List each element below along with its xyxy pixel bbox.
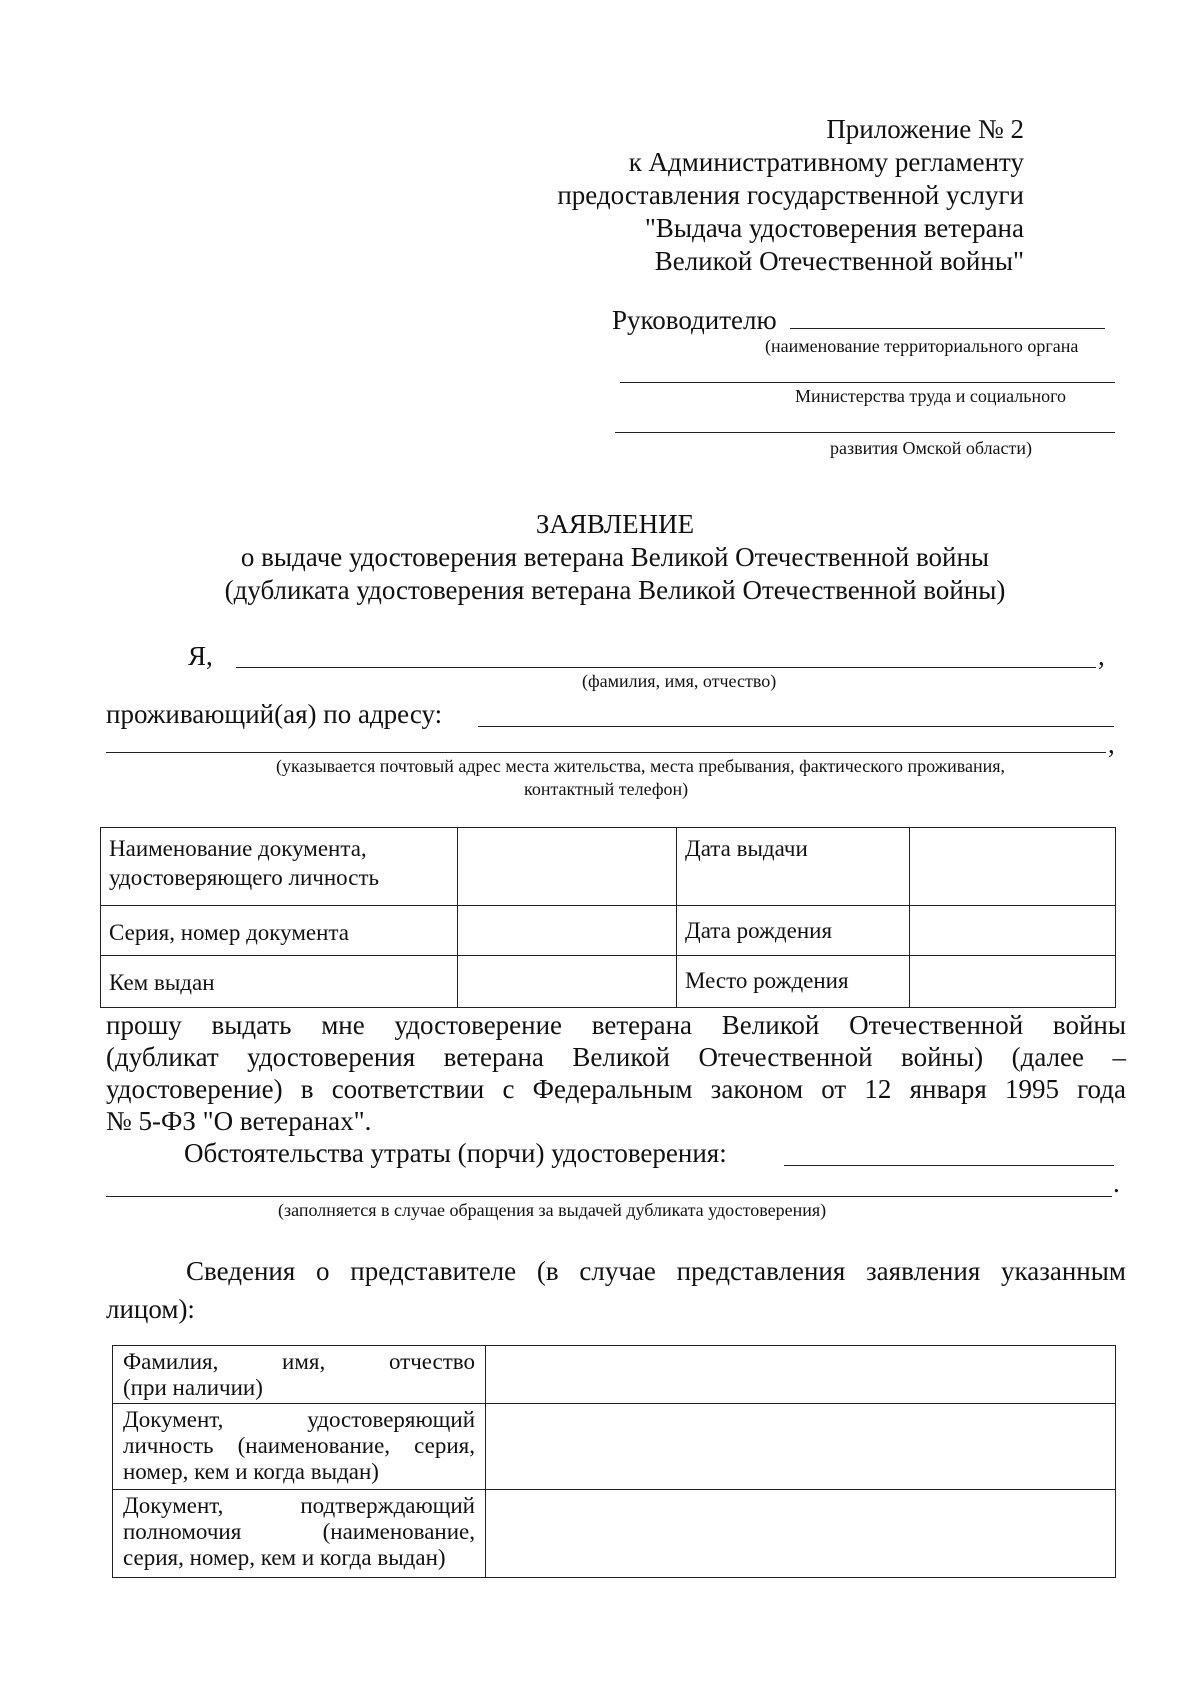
issue-date-value[interactable]	[910, 828, 1116, 906]
rep-authority-doc-line2: полномочия (наименование,	[123, 1519, 475, 1544]
document-title: ЗАЯВЛЕНИЕ	[535, 509, 695, 539]
rep-name-label	[113, 1346, 486, 1404]
request-line-1: прошу выдать мне удостоверение ветерана Великой Отечественной войны	[106, 1010, 1126, 1040]
addressee-field-3[interactable]	[615, 410, 1115, 433]
rep-id-doc-line2: личность (наименование, серия,	[123, 1433, 475, 1458]
rep-id-doc-label	[113, 1404, 486, 1490]
service-line: предоставления государственной услуги	[557, 180, 1024, 210]
birth-place-label: Место рождения	[677, 956, 910, 1008]
applicant-name-field[interactable]	[236, 640, 1096, 668]
issue-date-label: Дата выдачи	[677, 828, 910, 906]
rep-id-doc-line3: номер, кем и когда выдан)	[123, 1459, 379, 1484]
loss-period: .	[1113, 1168, 1120, 1198]
series-number-label: Серия, номер документа	[101, 906, 458, 956]
issued-by-value[interactable]	[458, 956, 677, 1008]
loss-hint: (заполняется в случае обращения за выдачей дубликата удостоверения)	[278, 1200, 827, 1220]
rep-authority-doc-value[interactable]	[486, 1490, 1116, 1578]
loss-field-1[interactable]	[784, 1137, 1114, 1166]
address-field-2[interactable]	[106, 730, 1106, 753]
regulation-line: к Административному регламенту	[628, 147, 1024, 177]
series-number-value[interactable]	[458, 906, 677, 956]
loss-label: Обстоятельства утраты (порчи) удостоверения:	[184, 1138, 727, 1168]
representative-intro-1: Сведения о представителе (в случае представления заявления указанным	[186, 1256, 1126, 1286]
addressee-hint-1: (наименование территориального органа	[765, 336, 1079, 356]
address-hint-2: контактный телефон)	[524, 779, 689, 799]
rep-name-label-line2: (при наличии)	[123, 1375, 263, 1400]
id-document-table	[100, 827, 1116, 1008]
rep-name-label-line1: Фамилия, имя, отчество	[123, 1349, 475, 1374]
birth-place-value[interactable]	[910, 956, 1116, 1008]
request-line-3: удостоверение) в соответствии с Федеральным законом от 12 января 1995 года	[106, 1074, 1126, 1104]
service-name-line1: "Выдача удостоверения ветерана	[644, 213, 1024, 243]
representative-intro-2: лицом):	[106, 1294, 195, 1324]
rep-authority-doc-line1: Документ, подтверждающий	[123, 1493, 475, 1518]
birth-date-label: Дата рождения	[677, 906, 910, 956]
rep-id-doc-line1: Документ, удостоверяющий	[123, 1407, 475, 1432]
rep-id-doc-value[interactable]	[486, 1404, 1116, 1490]
document-subtitle-1: о выдаче удостоверения ветерана Великой Отечественной войны	[240, 542, 990, 572]
rep-authority-doc-line3: серия, номер, кем и когда выдан)	[123, 1545, 446, 1570]
issued-by-label: Кем выдан	[101, 956, 458, 1008]
doc-name-label: Наименование документа, удостоверяющего личность	[101, 828, 458, 906]
address-label: проживающий(ая) по адресу:	[106, 699, 443, 729]
addressee-field-2[interactable]	[620, 358, 1115, 383]
addressee-label: Руководителю	[612, 305, 777, 335]
applicant-name-hint: (фамилия, имя, отчество)	[582, 671, 777, 691]
applicant-i-label: Я,	[188, 641, 213, 671]
rep-name-value[interactable]	[486, 1346, 1116, 1404]
address-hint-1: (указывается почтовый адрес места жительства, места пребывания, фактического проживания,	[276, 756, 1006, 776]
service-name-line2: Великой Отечественной войны"	[654, 246, 1024, 276]
request-line-2: (дубликат удостоверения ветерана Великой Отечественной войны) (далее –	[106, 1042, 1126, 1072]
doc-name-value[interactable]	[458, 828, 677, 906]
address-comma: ,	[1108, 729, 1115, 759]
request-line-4: № 5-ФЗ "О ветеранах".	[106, 1106, 372, 1136]
addressee-hint-3: развития Омской области)	[830, 438, 1033, 458]
addressee-field[interactable]	[790, 304, 1105, 329]
loss-field-2[interactable]	[106, 1170, 1112, 1197]
representative-table	[112, 1345, 1116, 1578]
addressee-hint-2: Министерства труда и социального	[795, 386, 1067, 406]
rep-authority-doc-label	[113, 1490, 486, 1578]
address-field-1[interactable]	[478, 698, 1114, 727]
applicant-comma: ,	[1098, 641, 1105, 671]
appendix-number: Приложение № 2	[826, 114, 1024, 144]
document-subtitle-2: (дубликата удостоверения ветерана Великой Отечественной войны)	[224, 575, 1006, 605]
birth-date-value[interactable]	[910, 906, 1116, 956]
